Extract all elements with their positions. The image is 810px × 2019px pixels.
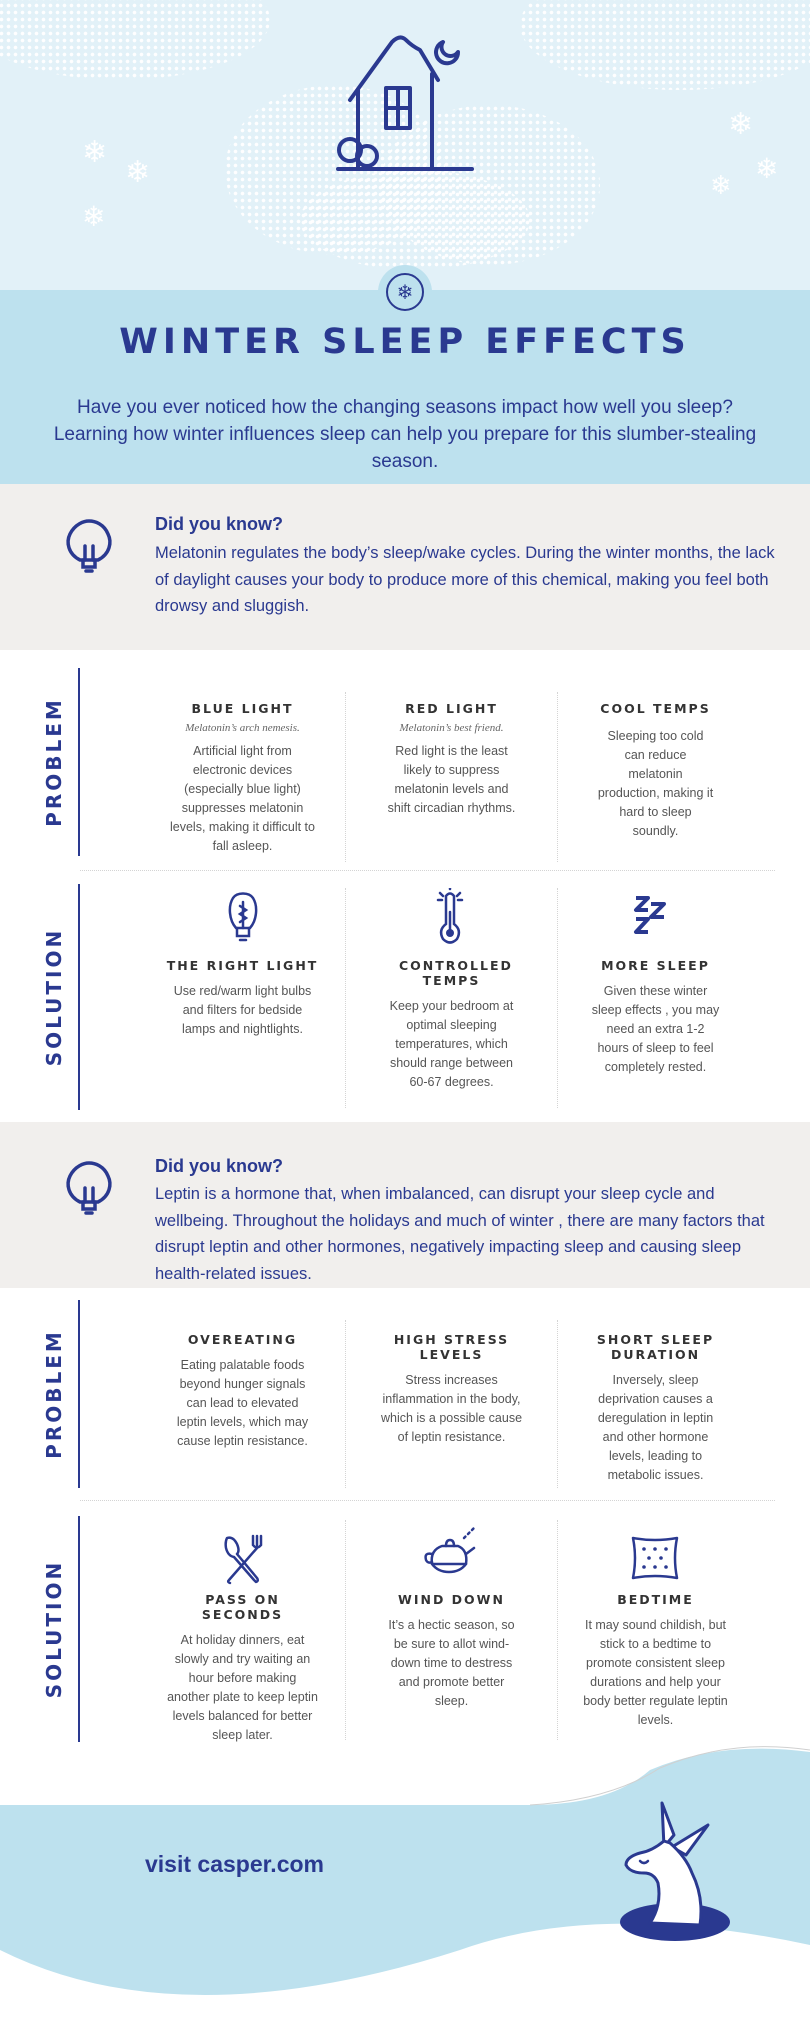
rabbit-logo-icon — [600, 1795, 740, 1945]
problem-card — [364, 701, 539, 818]
column-divider — [557, 692, 558, 862]
column-divider — [557, 1320, 558, 1488]
column-divider — [345, 692, 346, 862]
fork-knife-icon — [213, 1528, 273, 1588]
solution-label: SOLUTION — [30, 1516, 80, 1742]
card-text: Eating palatable foods beyond hunger signals can lead to elevated leptin levels, which may cause leptin resistance. — [176, 1358, 309, 1448]
cloud-decoration — [0, 0, 270, 80]
solution-card — [568, 958, 743, 1077]
fact-heading: Did you know? — [155, 514, 283, 534]
card-text: Red light is the least likely to suppress melatonin levels and shift circadian rhythms. — [387, 744, 516, 815]
solution-card — [364, 1592, 539, 1711]
row-divider — [80, 1500, 775, 1501]
card-text: It’s a hectic season, so be sure to allot wind-down time to destress and promote better sleep. — [388, 1618, 515, 1708]
problem-card — [568, 1332, 743, 1485]
row-divider — [80, 870, 775, 871]
solution-card — [364, 958, 539, 1092]
solution-card — [155, 1592, 330, 1745]
card-text: Sleeping too cold can reduce melatonin production, making it hard to sleep soundly. — [597, 729, 714, 838]
card-title: COOL TEMPS — [600, 701, 711, 716]
card-text: Given these winter sleep effects , you may need an extra 1-2 hours of sleep to feel completely rested. — [591, 984, 720, 1074]
card-title: SHORT SLEEP DURATION — [596, 1332, 715, 1362]
light-bulb-icon — [62, 1158, 116, 1218]
light-bulb-icon — [213, 888, 273, 948]
card-title: PASS ON SECONDS — [201, 1592, 284, 1622]
problem-label: PROBLEM — [30, 668, 80, 856]
cloud-decoration — [520, 0, 810, 90]
teapot-icon — [420, 1524, 480, 1584]
card-text: Artificial light from electronic devices (especially blue light) suppresses melatonin levels, making it difficult to fall asleep. — [170, 744, 315, 853]
thermometer-icon — [420, 888, 480, 948]
fact-box — [0, 484, 810, 650]
snowflake-icon: ❄ — [710, 171, 732, 201]
problem-card — [155, 1332, 330, 1451]
snowflake-icon: ❄ — [82, 135, 108, 170]
fact-text: Leptin is a hormone that, when imbalanced, can disrupt your sleep cycle and wellbeing. Throughout the holidays and much of winter , there are many factors that disrupt leptin and other hormones, negatively impacting sleep and causing sleep health-related issues. — [155, 1185, 765, 1283]
card-title: BLUE LIGHT — [191, 701, 294, 716]
cloud-decoration — [300, 170, 530, 270]
solution-label: SOLUTION — [30, 884, 80, 1110]
page-title: WINTER SLEEP EFFECTS — [119, 322, 691, 362]
column-divider — [557, 1520, 558, 1740]
pillow-icon — [625, 1528, 685, 1588]
card-subtitle: Melatonin’s arch nemesis. — [185, 722, 300, 734]
problem-card — [568, 701, 743, 841]
light-bulb-icon — [62, 516, 116, 576]
card-text: Keep your bedroom at optimal sleeping temperatures, which should range between 60-67 degrees. — [389, 999, 514, 1089]
zzz-icon — [625, 888, 685, 948]
card-text: Inversely, sleep deprivation causes a deregulation in leptin and other hormone levels, leading to metabolic issues. — [597, 1373, 714, 1482]
hero-banner — [0, 0, 810, 290]
snowflake-icon: ❄ — [728, 107, 754, 142]
solution-card — [568, 1592, 743, 1730]
column-divider — [345, 1320, 346, 1488]
fact-text: Melatonin regulates the body’s sleep/wake cycles. During the winter months, the lack of daylight causes your body to produce more of this chemical, making you feel both drowsy and sluggish. — [155, 544, 775, 615]
card-title: RED LIGHT — [405, 701, 498, 716]
snowflake-icon: ❄ — [125, 155, 151, 190]
card-title: WIND DOWN — [398, 1592, 505, 1607]
intro-line: Have you ever noticed how the changing seasons impact how well you sleep? — [77, 397, 733, 418]
intro-text — [20, 394, 790, 475]
card-title: MORE SLEEP — [601, 958, 710, 973]
card-text: Use red/warm light bulbs and filters for bedside lamps and nightlights. — [173, 984, 312, 1036]
card-title: HIGH STRESS LEVELS — [393, 1332, 510, 1362]
snowflake-icon: ❄ — [82, 200, 106, 233]
snowflake-badge — [378, 265, 432, 319]
card-text: Stress increases inflammation in the body, which is a possible cause of leptin resistance. — [380, 1373, 523, 1444]
fact-box — [0, 1122, 810, 1288]
column-divider — [345, 888, 346, 1108]
snowflake-icon: ❄ — [396, 280, 414, 304]
card-text: It may sound childish, but stick to a bedtime to promote consistent sleep durations and help your body better regulate leptin levels. — [583, 1618, 728, 1727]
column-divider — [557, 888, 558, 1108]
intro-line: Learning how winter influences sleep can help you prepare for this slumber-stealing season. — [53, 424, 757, 472]
snowflake-icon: ❄ — [755, 152, 779, 185]
problem-label: PROBLEM — [30, 1300, 80, 1488]
visit-casper-link[interactable]: visit casper.com — [145, 1851, 324, 1877]
house-icon — [330, 28, 480, 178]
card-title: BEDTIME — [617, 1592, 694, 1607]
card-title: OVEREATING — [187, 1332, 298, 1347]
problem-card — [364, 1332, 539, 1447]
card-title: CONTROLLED TEMPS — [399, 958, 513, 988]
card-title: THE RIGHT LIGHT — [166, 958, 319, 973]
fact-heading: Did you know? — [155, 1156, 283, 1176]
problem-card — [155, 701, 330, 856]
card-text: At holiday dinners, eat slowly and try waiting an hour before making another plate to keep leptin levels balanced for better sleep later. — [167, 1633, 318, 1742]
solution-card — [155, 958, 330, 1039]
column-divider — [345, 1520, 346, 1740]
card-subtitle: Melatonin’s best friend. — [399, 722, 504, 734]
